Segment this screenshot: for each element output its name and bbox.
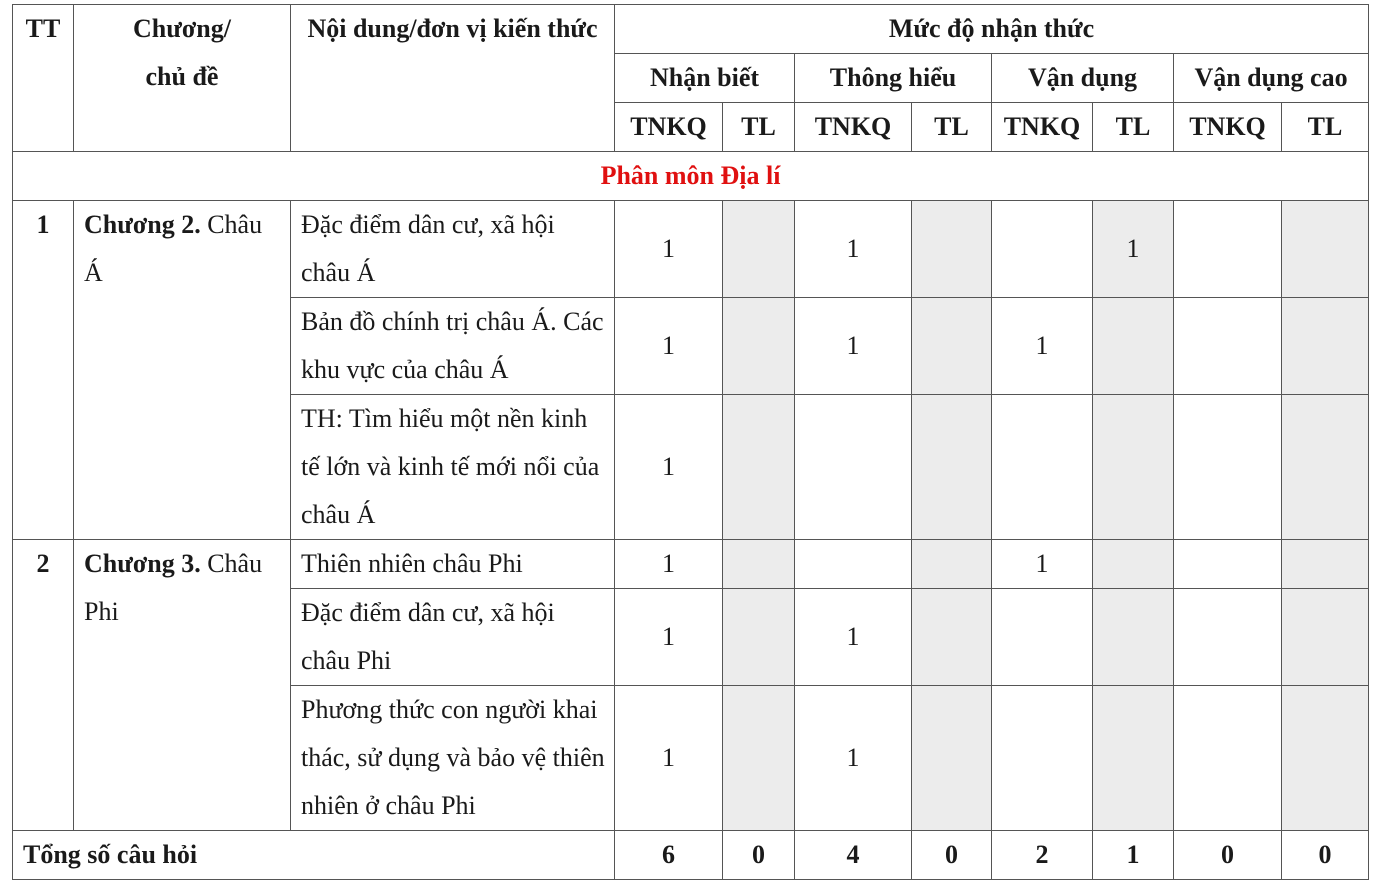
cell-tl bbox=[1282, 540, 1369, 589]
total-value: 6 bbox=[615, 831, 723, 880]
cell-tnkq bbox=[1174, 298, 1282, 395]
section-title: Phân môn Địa lí bbox=[13, 152, 1369, 201]
cell-tl bbox=[1093, 540, 1174, 589]
total-row bbox=[13, 831, 1369, 880]
cell-tnkq bbox=[795, 540, 912, 589]
header-level-apply-high: Vận dụng cao bbox=[1174, 54, 1369, 103]
table-row bbox=[13, 540, 1369, 589]
total-value: 1 bbox=[1093, 831, 1174, 880]
cell-tl bbox=[1093, 686, 1174, 831]
knowledge-unit: Đặc điểm dân cư, xã hội châu Phi bbox=[291, 589, 615, 686]
knowledge-unit: TH: Tìm hiểu một nền kinh tế lớn và kinh tế mới nổi của châu Á bbox=[291, 395, 615, 540]
chapter-title-rest: Châu Á bbox=[84, 210, 263, 287]
header-sub-tnkq: TNKQ bbox=[615, 103, 723, 152]
header-level-apply: Vận dụng bbox=[992, 54, 1174, 103]
knowledge-unit: Phương thức con người khai thác, sử dụng và bảo vệ thiên nhiên ở châu Phi bbox=[291, 686, 615, 831]
cell-tl bbox=[723, 298, 795, 395]
total-label: Tổng số câu hỏi bbox=[13, 831, 615, 880]
cell-tnkq: 1 bbox=[795, 589, 912, 686]
knowledge-matrix-table bbox=[12, 4, 1369, 880]
cell-tl bbox=[1282, 395, 1369, 540]
cell-tl bbox=[723, 540, 795, 589]
chapter-title-bold: Chương 2. bbox=[84, 210, 201, 239]
cell-tnkq: 1 bbox=[615, 686, 723, 831]
table-row bbox=[13, 201, 1369, 298]
cell-tnkq bbox=[992, 395, 1093, 540]
cell-tnkq: 1 bbox=[992, 298, 1093, 395]
cell-tl bbox=[912, 686, 992, 831]
header-chapter: Chương/ chủ đề bbox=[74, 5, 291, 152]
cell-tl bbox=[1282, 686, 1369, 831]
cell-tnkq bbox=[1174, 686, 1282, 831]
cell-tnkq bbox=[1174, 201, 1282, 298]
total-value: 0 bbox=[912, 831, 992, 880]
cell-tl bbox=[912, 540, 992, 589]
cell-tnkq: 1 bbox=[615, 395, 723, 540]
total-value: 0 bbox=[1282, 831, 1369, 880]
cell-tl: 1 bbox=[1093, 201, 1174, 298]
chapter-title-bold: Chương 3. bbox=[84, 549, 201, 578]
cell-tl bbox=[1093, 298, 1174, 395]
cell-tnkq: 1 bbox=[615, 201, 723, 298]
cell-tnkq bbox=[992, 201, 1093, 298]
cell-tl bbox=[1282, 589, 1369, 686]
cell-tnkq: 1 bbox=[795, 201, 912, 298]
cell-tnkq bbox=[1174, 589, 1282, 686]
cell-tnkq: 1 bbox=[992, 540, 1093, 589]
total-value: 0 bbox=[723, 831, 795, 880]
header-sub-tl: TL bbox=[1282, 103, 1369, 152]
chapter-title-rest: Châu Phi bbox=[84, 549, 263, 626]
cell-tl bbox=[1093, 589, 1174, 686]
header-sub-tl: TL bbox=[723, 103, 795, 152]
header-sub-tnkq: TNKQ bbox=[795, 103, 912, 152]
cell-tnkq bbox=[992, 686, 1093, 831]
cell-tl bbox=[912, 395, 992, 540]
knowledge-unit: Đặc điểm dân cư, xã hội châu Á bbox=[291, 201, 615, 298]
cell-tl bbox=[723, 686, 795, 831]
cell-tnkq: 1 bbox=[795, 298, 912, 395]
cell-tl bbox=[912, 589, 992, 686]
header-content: Nội dung/đơn vị kiến thức bbox=[291, 5, 615, 152]
header-sub-tl: TL bbox=[1093, 103, 1174, 152]
cell-tl bbox=[723, 395, 795, 540]
header-sub-tnkq: TNKQ bbox=[1174, 103, 1282, 152]
cell-tnkq: 1 bbox=[615, 589, 723, 686]
section-row bbox=[13, 152, 1369, 201]
cell-tl bbox=[1282, 298, 1369, 395]
chapter-number: 2 bbox=[13, 540, 74, 831]
cell-tnkq: 1 bbox=[795, 686, 912, 831]
knowledge-unit: Thiên nhiên châu Phi bbox=[291, 540, 615, 589]
cell-tnkq bbox=[795, 395, 912, 540]
chapter-title bbox=[74, 201, 291, 540]
header-level-recognize: Nhận biết bbox=[615, 54, 795, 103]
header-row-1 bbox=[13, 5, 1369, 54]
cell-tnkq bbox=[992, 589, 1093, 686]
chapter-number: 1 bbox=[13, 201, 74, 540]
cell-tnkq: 1 bbox=[615, 298, 723, 395]
total-value: 2 bbox=[992, 831, 1093, 880]
cell-tl bbox=[723, 201, 795, 298]
header-tt: TT bbox=[13, 5, 74, 152]
chapter-title bbox=[74, 540, 291, 831]
header-sub-tnkq: TNKQ bbox=[992, 103, 1093, 152]
total-value: 0 bbox=[1174, 831, 1282, 880]
cell-tnkq: 1 bbox=[615, 540, 723, 589]
cell-tnkq bbox=[1174, 395, 1282, 540]
cell-tl bbox=[1093, 395, 1174, 540]
cell-tl bbox=[723, 589, 795, 686]
header-level-group: Mức độ nhận thức bbox=[615, 5, 1369, 54]
header-sub-tl: TL bbox=[912, 103, 992, 152]
cell-tl bbox=[912, 298, 992, 395]
cell-tl bbox=[1282, 201, 1369, 298]
total-value: 4 bbox=[795, 831, 912, 880]
cell-tl bbox=[912, 201, 992, 298]
knowledge-unit: Bản đồ chính trị châu Á. Các khu vực của châu Á bbox=[291, 298, 615, 395]
header-level-understand: Thông hiểu bbox=[795, 54, 992, 103]
cell-tnkq bbox=[1174, 540, 1282, 589]
